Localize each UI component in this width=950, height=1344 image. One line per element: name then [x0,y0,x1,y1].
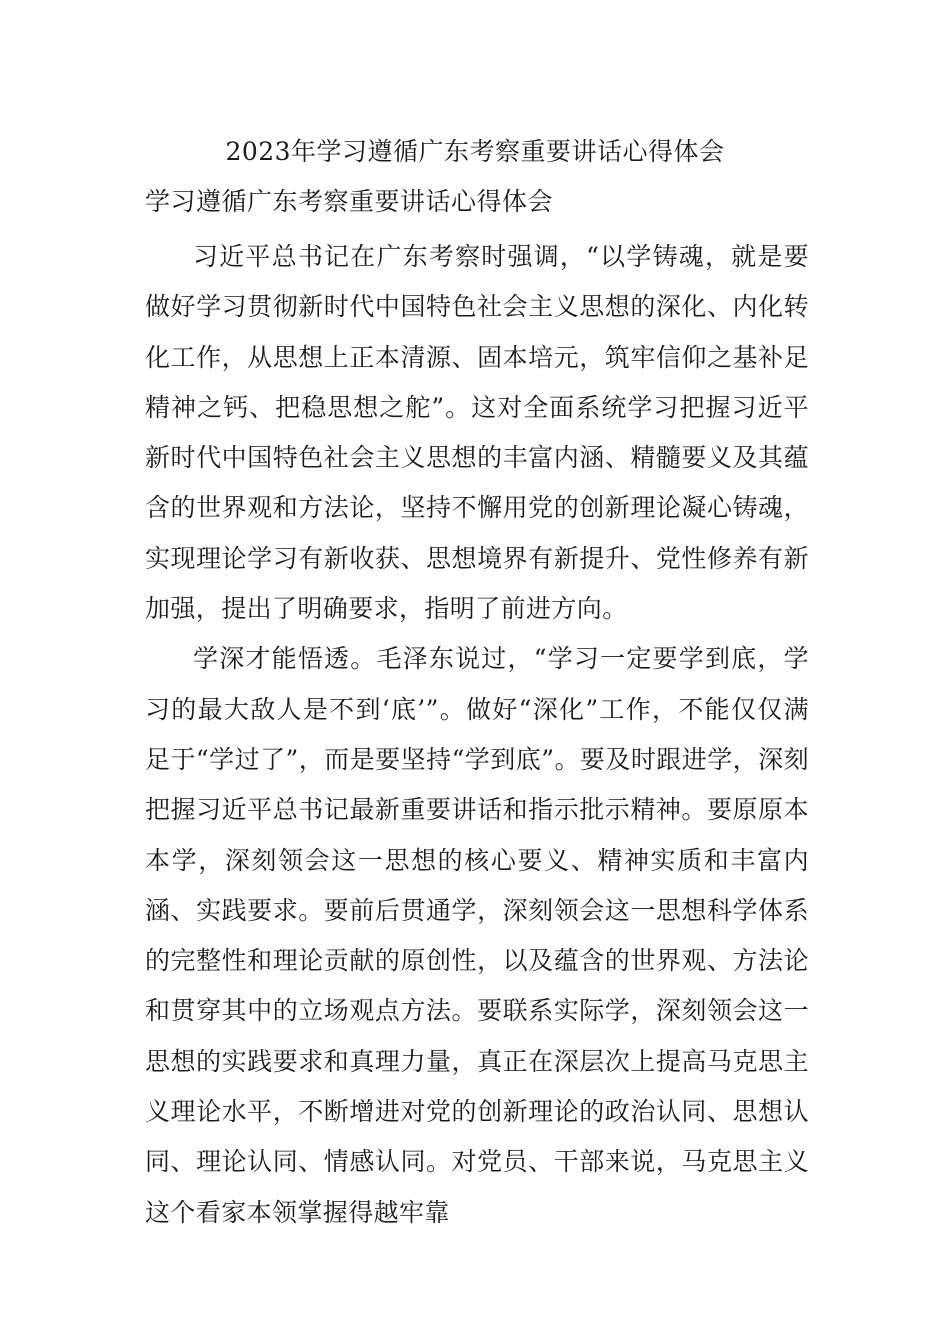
document-body [145,232,809,1238]
document-subtitle: 学习遵循广东考察重要讲话心得体会 [145,187,554,216]
paragraph-1: 习近平总书记在广东考察时强调，“以学铸魂，就是要做好学习贯彻新时代中国特色社会主义思想的深化、内化转化工作，从思想上正本清源、固本培元，筑牢信仰之基补足精神之钙、把稳思想之舵”。这对全面系统学习把握习近平新时代中国特色社会主义思想的丰富内涵、精髓要义及其蕴含的世界观和方法论，坚持不懈用党的创新理论凝心铸魂，实现理论学习有新收获、思想境界有新提升、党性修养有新加强，提出了明确要求，指明了前进方向。 [145,242,809,624]
document-title: 2023年学习遵循广东考察重要讲话心得体会 [225,137,725,166]
paragraph-2: 学深才能悟透。毛泽东说过，“学习一定要学到底，学习的最大敌人是不到‘底’”。做好“深化”工作，不能仅仅满足于“学过了”，而是要坚持“学到底”。要及时跟进学，深刻把握习近平总书记最新重要讲话和指示批示精神。要原原本本学，深刻领会这一思想的核心要义、精神实质和丰富内涵、实践要求。要前后贯通学，深刻领会这一思想科学体系的完整性和理论贡献的原创性，以及蕴含的世界观、方法论和贯穿其中的立场观点方法。要联系实际学，深刻领会这一思想的实践要求和真理力量，真正在深层次上提高马克思主义理论水平，不断增进对党的创新理论的政治认同、思想认同、理论认同、情感认同。对党员、干部来说，马克思主义这个看家本领掌握得越牢靠 [145,644,809,1227]
